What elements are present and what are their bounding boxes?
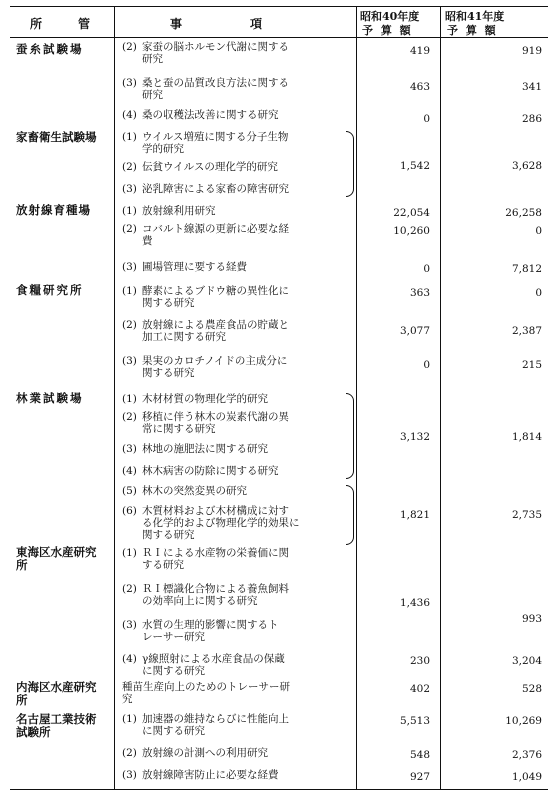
item-text-cont: 学的研究 xyxy=(142,143,184,155)
amount-fy40: 3,077 xyxy=(399,325,430,337)
header-fy40-line2: 予 算 額 xyxy=(362,24,413,37)
header-fy41-line1: 昭和41年度 xyxy=(445,10,505,23)
item-number: (2) xyxy=(122,319,137,331)
item-number: (1) xyxy=(122,393,137,405)
amount-fy41: 26,258 xyxy=(505,207,542,219)
item-text: 放射線の計測への利用研究 xyxy=(142,747,268,759)
amount-fy41: 919 xyxy=(521,45,542,57)
item-number: (3) xyxy=(122,769,137,781)
header-item: 事 項 xyxy=(170,17,267,31)
amount-fy40: 0 xyxy=(423,113,430,125)
item-text-cont: 関する研究 xyxy=(142,297,195,309)
amount-fy40: 5,513 xyxy=(399,715,430,727)
item-text-cont: 関する研究 xyxy=(142,367,195,379)
item-text: 放射線による農産食品の貯蔵と xyxy=(142,319,289,331)
item-text: 放射線障害防止に必要な経費 xyxy=(142,769,279,781)
item-text-cont: の効率向上に関する研究 xyxy=(142,595,258,607)
item-text: 加速器の維持ならびに性能向上 xyxy=(142,713,289,725)
item-number: (3) xyxy=(122,355,137,367)
item-text: 移植に伴う林木の炭素代謝の異 xyxy=(142,411,289,423)
amount-fy41: 0 xyxy=(535,287,542,299)
item-number: (4) xyxy=(122,465,137,477)
item-text: 放射線利用研究 xyxy=(142,205,216,217)
item-text-cont: に関する研究 xyxy=(142,725,205,737)
amount-fy41: 2,735 xyxy=(511,509,542,521)
item-text: 林木病害の防除に関する研究 xyxy=(142,465,279,477)
item-number: (3) xyxy=(122,183,137,195)
item-text: 林地の施肥法に関する研究 xyxy=(142,443,268,455)
dept-name: 内海区水産研究 xyxy=(16,680,97,694)
amount-fy41: 341 xyxy=(521,81,542,93)
item-text: 木材材質の物理化学的研究 xyxy=(142,393,268,405)
amount-fy40: 1,821 xyxy=(399,509,430,521)
item-text-cont: 費 xyxy=(142,235,153,247)
item-text: 伝貧ウイルスの理化学的研究 xyxy=(142,161,278,173)
item-text: 圃場管理に要する経費 xyxy=(142,261,247,273)
dept-name: 蚕糸試験場 xyxy=(16,42,84,56)
amount-fy41: 286 xyxy=(521,113,542,125)
item-text: 桑と蚕の品質改良方法に関する xyxy=(142,77,289,89)
amount-fy40: 402 xyxy=(409,683,430,695)
column-divider xyxy=(356,7,357,789)
dept-name: 名古屋工業技術 xyxy=(16,712,97,726)
item-number: (2) xyxy=(122,161,137,173)
column-divider xyxy=(440,7,441,789)
amount-fy41: 7,812 xyxy=(511,263,542,275)
item-number: (3) xyxy=(122,619,137,631)
amount-fy40: 0 xyxy=(423,359,430,371)
item-number: (2) xyxy=(122,583,137,595)
amount-fy40: 3,132 xyxy=(399,431,430,443)
item-text-cont: 関する研究 xyxy=(142,529,195,541)
amount-fy40: 0 xyxy=(423,263,430,275)
dept-name: 林業試験場 xyxy=(16,391,84,405)
group-brace xyxy=(346,393,354,479)
amount-fy40: 927 xyxy=(409,771,430,783)
item-text-cont: 研究 xyxy=(142,53,163,65)
item-text: ＲＩ標識化合物による養魚飼料 xyxy=(142,583,289,595)
item-number: (3) xyxy=(122,77,137,89)
item-number: (3) xyxy=(122,261,137,273)
item-text: 水質の生理的影響に関するト xyxy=(142,619,279,631)
item-number: (2) xyxy=(122,747,137,759)
amount-fy41: 3,204 xyxy=(511,655,542,667)
amount-fy40: 1,542 xyxy=(399,160,430,172)
group-brace xyxy=(346,131,354,197)
item-text-cont: レーサー研究 xyxy=(142,631,205,643)
item-text-cont: に関する研究 xyxy=(142,665,205,677)
item-text: 桑の収穫法改善に関する研究 xyxy=(142,109,279,121)
item-text-cont: 常に関する研究 xyxy=(142,423,216,435)
dept-name: 食糧研究所 xyxy=(16,283,84,297)
item-number: (1) xyxy=(122,131,137,143)
item-number: (2) xyxy=(122,223,137,235)
amount-fy40: 10,260 xyxy=(393,225,430,237)
amount-fy40: 548 xyxy=(409,749,430,761)
item-number: (1) xyxy=(122,713,137,725)
item-text-cont: 究 xyxy=(122,693,133,705)
amount-fy41: 1,814 xyxy=(511,431,542,443)
item-text: 泌乳障害による家畜の障害研究 xyxy=(142,183,289,195)
item-number: (1) xyxy=(122,547,137,559)
item-text: 酵素によるブドウ糖の異性化に xyxy=(142,285,289,297)
item-text: 果実のカロチノイドの主成分に xyxy=(142,355,288,367)
budget-table xyxy=(10,6,548,790)
amount-fy41: 215 xyxy=(521,359,542,371)
amount-fy41: 528 xyxy=(521,683,542,695)
item-text: 林木の突然変異の研究 xyxy=(142,485,247,497)
amount-fy40: 22,054 xyxy=(393,207,430,219)
amount-fy41: 2,387 xyxy=(511,325,542,337)
item-number: (4) xyxy=(122,653,137,665)
amount-fy41: 0 xyxy=(535,225,542,237)
amount-fy41: 10,269 xyxy=(505,715,542,727)
item-text: コバルト線源の更新に必要な経 xyxy=(142,223,289,235)
amount-fy40: 363 xyxy=(409,287,430,299)
dept-name-cont: 所 xyxy=(16,558,28,572)
amount-fy41: 1,049 xyxy=(511,771,542,783)
dept-name-cont: 試験所 xyxy=(16,725,51,739)
column-divider xyxy=(114,7,115,789)
item-text-cont: る化学的および物理化学的効果に xyxy=(142,517,300,529)
item-number: (1) xyxy=(122,205,137,217)
item-text: 家蚕の脳ホルモン代謝に関する xyxy=(142,41,289,53)
item-text: γ線照射による水産食品の保蔵 xyxy=(142,653,285,665)
header-fy40-line1: 昭和40年度 xyxy=(360,10,420,23)
item-number: (4) xyxy=(122,109,137,121)
dept-name-cont: 所 xyxy=(16,693,28,707)
group-brace xyxy=(346,485,354,545)
item-text: 種苗生産向上のためのトレーサー研 xyxy=(122,681,290,693)
item-number: (2) xyxy=(122,411,137,423)
amount-fy40: 463 xyxy=(409,81,430,93)
item-text: 木質材料および木材構成に対す xyxy=(142,505,289,517)
item-number: (3) xyxy=(122,443,137,455)
item-number: (1) xyxy=(122,285,137,297)
item-text: ＲＩによる水産物の栄養価に関 xyxy=(142,547,289,559)
item-text-cont: 研究 xyxy=(142,89,163,101)
header-fy41-line2: 予 算 額 xyxy=(447,24,498,37)
amount-fy41: 3,628 xyxy=(511,160,542,172)
dept-name: 放射線育種場 xyxy=(16,203,91,217)
item-number: (5) xyxy=(122,485,137,497)
dept-name: 家畜衛生試験場 xyxy=(16,130,97,144)
item-text-cont: する研究 xyxy=(142,559,184,571)
header-dept: 所 管 xyxy=(30,17,95,31)
amount-fy40: 419 xyxy=(409,45,430,57)
amount-fy40: 1,436 xyxy=(399,597,430,609)
amount-fy41: 993 xyxy=(521,613,542,625)
item-number: (2) xyxy=(122,41,137,53)
item-text-cont: 加工に関する研究 xyxy=(142,331,226,343)
amount-fy41: 2,376 xyxy=(511,749,542,761)
amount-fy40: 230 xyxy=(409,655,430,667)
item-number: (6) xyxy=(122,505,137,517)
item-text: ウイルス増殖に関する分子生物 xyxy=(142,131,289,143)
dept-name: 東海区水産研究 xyxy=(16,545,97,559)
